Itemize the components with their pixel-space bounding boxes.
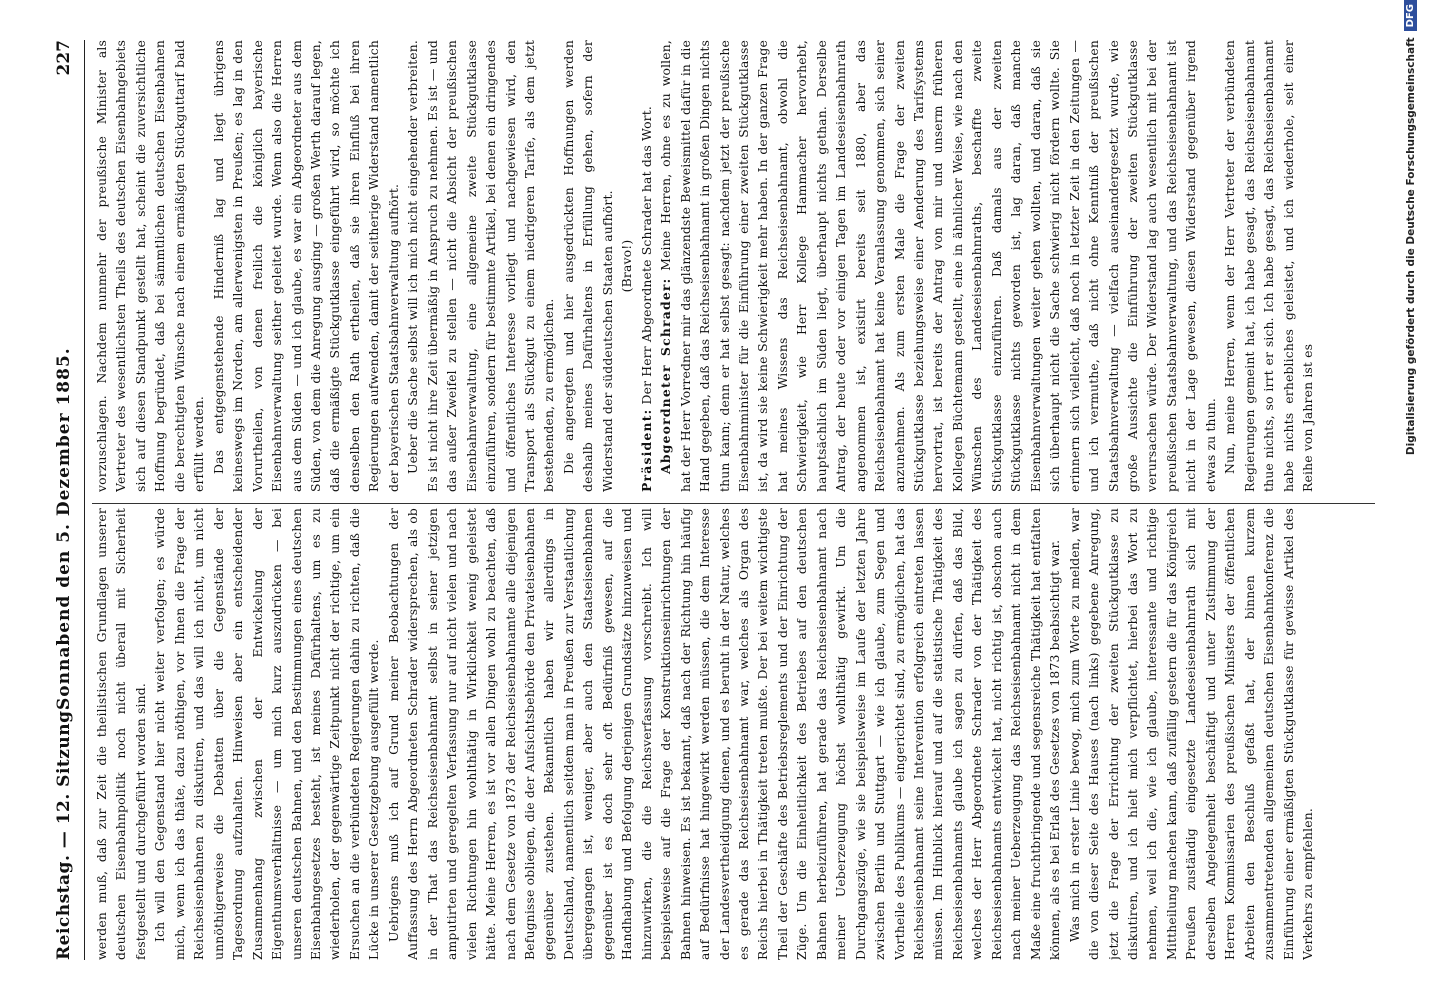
paragraph [150, 508, 383, 960]
paragraph-text: Ich will den Gegenstand hier nicht weiter verfolgen; es würde mich, wenn ich das thäte, dazu nöthigen, vor Ihnen die Frage der Reichseisenbahnen zu diskutiren, und das will ich nicht, um nicht unnöthigerweise die Debatten über die Gegenstände der Tagesordnung aufzuhalten. Hinweisen aber ein entscheidender Zusammenhang zwischen der Entwickelung der Eigenthumsverhältnisse — um mich kurz auszudrücken — bei unseren deutschen Bahnen, und den Bestimmungen eines deutschen Eisenbahngesetzes besteht, ist meines Dafürhaltens, um es zu wiederholen, der gegenwärtige Zeitpunkt nicht der richtige, um ein Ersuchen an die verbündeten Regierungen dahin zu richten, daß die Lücke in unserer Gesetzgebung ausgefüllt werde. [152, 508, 382, 960]
column-divider [92, 503, 1375, 504]
paragraph-text: Die angeregten und hier ausgedrückten Hoffnungen werden deshalb meines Dafürhaltens in Erfüllung gehen, sofern der Widerstand der süddeutschen Staaten aufhört. [560, 40, 615, 492]
paragraph-text: Meine Herren, ohne es zu wollen, hat der Herr Vorredner mir das glänzendste Beweismittel dafür in die Hand gegeben, daß das Reichseisenbahnamt in großen Dingen nichts thun kann; denn er hat selbst gesagt: nachdem jetzt der preußische Eisenbahnminister für die Einführung einer zweiten Stückgutklasse ist, da wird sie keine Schwierigkeit mehr haben. In der ganzen Frage hat meines Wissens das Reichseisenbahnamt, obwohl die Schwierigkeit, wie Herr Kollege Hammacher hervorhebt, hauptsächlich im Süden liegt, überhaupt nichts gethan. Derselbe Antrag, der heute oder vor einigen Tagen im Landeseisenbahnrath angenommen ist, existirt bereits seit 1880, aber das Reichseisenbahnamt hat keine Veranlassung genommen, sich seiner anzunehmen. Als zum ersten Male die Frage der zweiten Stückgutklasse beziehungsweise einer Aenderung des Tarifsystems hervortrat, ist bereits der Antrag von mir und unserm früheren Kollegen Büchtemann gestellt, eine in ähnlicher Weise, wie nach den Wünschen des Landeseisenbahnraths, beschaffte zweite Stückgutklasse einzuführen. Daß damals aus der zweiten Stückgutklasse nichts geworden ist, lag daran, daß manche Eisenbahnverwaltungen weiter gehen wollten, und daran, daß sie sich überhaupt nicht die Sache schwierig nicht fördern wollte. Sie erinnern sich vielleicht, daß noch in letzter Zeit in den Zeitungen — und ich vermuthe, daß nicht ohne Kenntniß der preußischen Staatsbahnverwaltung — vielfach auseinandergesetzt wurde, wie große Aussichte die Einführung der zweiten Stückgutklasse verursachen würde. Der Widerstand lag auch wesentlich mit bei der preußischen Staatsbahnverwaltung, und das Reichseisenbahnamt ist nicht in der Lage gewesen, diesen Widerstand gegenüber irgend etwas zu thun. [658, 40, 1218, 492]
paragraph-text: Was mich in erster Linie bewog, mich zum Worte zu melden, war die von dieser Seite des Hauses (nach links) gegebene Anregung, jetzt die Frage der Errichtung der zweiten Stückgutklasse zu diskutiren, und ich hielt mich verpflichtet, hierbei das Wort zu nehmen, weil ich die, wie ich glaube, interessante und richtige Mittheilung machen kann, daß zufällig gestern die für das Königreich Preußen zuständig eingesetzte Landeseisenbahnrath sich mit derselben Angelegenheit beschäftigt und unter Zustimmung der Herren Kommissarien des preußischen Ministers der öffentlichen Arbeiten den Beschluß gefaßt hat, der binnen kurzem zusammentretenden allgemeinen deutschen Eisenbahnkonferenz die Einführung einer ermäßigten Stückgutklasse für gewisse Artikel des Verkehrs zu empfehlen. [1066, 508, 1316, 960]
paragraph-text: Der Herr Abgeordnete Schrader hat das Wort. [638, 106, 654, 409]
paragraph [403, 40, 559, 492]
page-header [54, 40, 84, 960]
dfg-credit-text: Digitalisierung gefördert durch die Deutsche Forschungsgemeinschaft [1404, 37, 1417, 456]
header-rule [84, 40, 85, 960]
paragraph-text: vorzuschlagen. Nachdem nunmehr der preußische Minister als Vertreter des wesentlichsten Theils des deutschen Eisenbahngebiets sich auf diesen Standpunkt gestellt hat, scheint die zuversichtliche Hoffnung begründet, daß bei sämmtlichen deutschen Eisenbahnen die berechtigten Wünsche nach einem ermäßigten Stückguttarif bald erfüllt werden. [94, 40, 207, 492]
paragraph [209, 40, 404, 492]
paragraph-text: (Bravo!) [619, 239, 635, 293]
paragraph [384, 508, 1065, 960]
paragraph-text: Uebrigens muß ich auf Grund meiner Beobachtungen der Auffassung des Herrn Abgeordneten Schrader widersprechen, als ob in der That das Reichseisenbahnamt selbst in seiner jetzigen amputirten und geregelten Verfassung nur auf nicht vielen und nach vielen Richtungen hin wohlthätig in Wirklichkeit wenig geleistet hätte. Meine Herren, es ist vor allen Dingen wohl zu beachten, daß nach dem Gesetze von 1873 der Reichseisenbahnamte alle diejenigen Befugnisse obliegen, die der Aufsichtsbehörde den Privateisenbahnen gegenüber zustehen. Bekanntlich haben wir allerdings in Deutschland, namentlich seitdem man in Preußen zur Verstaatlichung übergegangen ist, weniger, aber auch den Staatseisenbahnen gegenüber ist es doch sehr oft Bedürfniß gewesen, auf die Handhabung und Befolgung derjenigen Grundsätze hinzuweisen und hinzuwirken, die die Reichsverfassung vorschreibt. Ich will beispielsweise auf die Frage der Konstruktionseinrichtungen der Bahnen hinweisen. Es ist bekannt, daß nach der Richtung hin häufig auf Bedürfnisse hat hingewirkt werden müssen, die dem Interesse der Landesvertheidigung dienen, und es beruht in der Natur, welches es gerade das Reichseisenbahnamt war, welches als Organ des Reichs hierbei in Thätigkeit treten mußte. Der bei weitem wichtigste Theil der Geschäfte des Betriebsreglements und der Einrichtung der Züge. Um die Einheitlichkeit des Betriebes auf den deutschen Bahnen herbeizuführen, hat gerade das Reichseisenbahnamt nach meiner Ueberzeugung höchst wohlthätig gewirkt. Um die Durchgangszüge, wie sie beispielsweise im Laufe der letzten Jahre zwischen Berlin und Stuttgart — wie ich glaube, zum Segen und Vortheile des Publikums — eingerichtet sind, zu ermöglichen, hat das Reichseisenbahnamt seine Intervention erfolgreich eintreten lassen müssen. Im Hinblick hierauf und auf die statistische Thätigkeit des Reichseisenbahnamts glaube ich sagen zu dürfen, daß das Bild, welches der Herr Abgeordnete Schrader von der Thätigkeit des Reichseisenbahnamts entwickelt hat, nicht richtig ist, obschon auch nach meiner Ueberzeugung das Reichseisenbahnamt nicht in dem Maße eine fruchtbringende und segensreiche Thätigkeit hat entfalten können, als es bei Erlaß des Gesetzes von 1873 beabsichtigt war. [385, 508, 1063, 960]
dfg-credit [1404, 0, 1422, 1000]
paragraph [92, 508, 150, 960]
paragraph [559, 40, 617, 492]
paragraph [1065, 508, 1318, 960]
paragraph [637, 40, 656, 492]
paragraph-text: Ueber die Sache selbst will ich mich nicht eingehender verbreiten. Es ist nicht ihre Zeit übermäßig in Anspruch zu nehmen. Es ist — und das außer Zweifel zu stellen — nicht die Absicht der preußischen Eisenbahnverwaltung, eine allgemeine zweite Stückgutklasse einzuführen, sondern für bestimmte Artikel, bei denen ein dringendes und öffentliches Interesse vorliegt und nachgewiesen wird, den Transport als Stückgut zu einem niedrigeren Tarife, als dem jetzt bestehenden, zu ermöglichen. [405, 40, 557, 492]
paragraph [92, 40, 209, 492]
paragraph-text: werden muß, daß zur Zeit die theilistischen Grundlagen unserer deutschen Eisenbahnpolitik noch nicht überall mit Sicherheit festgestellt und durchgeführt worden sind. [94, 508, 148, 960]
text-column-right [92, 40, 1375, 492]
header-session: Reichstag. — 12. Sitzung. [54, 704, 74, 960]
paragraph [617, 40, 636, 492]
paragraph [1220, 40, 1317, 492]
paragraph-text: Das entgegenstehende Hinderniß lag und liegt übrigens keineswegs im Norden, am allerwenigsten in Preußen; es lag in den Vorurtheilen, von denen freilich die königlich bayerische Eisenbahnverwaltung seither geleitet wurde. Wenn also die Herren aus dem Süden — und ich glaube, es war ein Abgeordneter aus dem Süden, von dem die Anregung ausging — großen Werth darauf legen, daß die ermäßigte Stückgutklasse eingeführt wird, so möchte ich denselben den Rath ertheilen, daß sie ihren Einfluß bei ihren Regierungen aufwenden, damit der seitherige Widerstand namentlich der bayerischen Staatsbahnverwaltung aufhört. [210, 40, 401, 492]
page-number: 227 [54, 40, 74, 76]
speaker-name: Abgeordneter Schrader: [658, 277, 674, 474]
paragraph [656, 40, 1220, 492]
header-date: Sonnabend den 5. Dezember 1885. [54, 347, 74, 710]
text-column-left [92, 508, 1375, 960]
speaker-name: Präsident: [638, 408, 654, 492]
dfg-logo: DFG [1404, 0, 1417, 31]
paragraph-text: Nun, meine Herren, wenn der Herr Vertreter der verbündeten Regierungen gemeint hat, ich habe gesagt, das Reichseisenbahnamt thue nichts, so irrt er sich. Ich habe gesagt, das Reichseisenbahnamt habe nichts erhebliches geleistet, und ich wiederhole, seit einer Reihe von Jahren ist es [1222, 40, 1316, 492]
